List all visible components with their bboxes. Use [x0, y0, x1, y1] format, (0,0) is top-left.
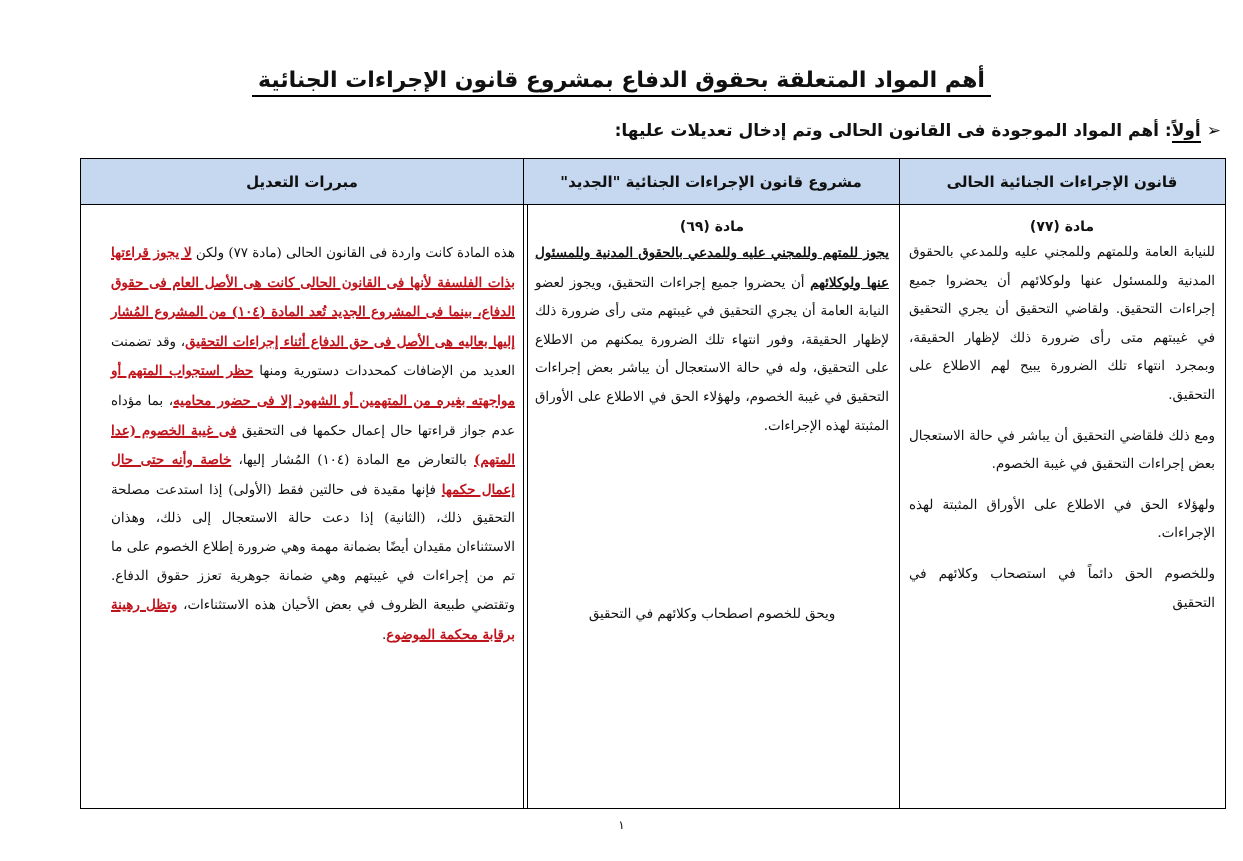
justifications-cell: [111, 239, 515, 650]
arrow-bullet-icon: ➢: [1206, 121, 1221, 141]
column-divider-inner: [527, 205, 528, 808]
highlighted-text: لا يجوز قراءتها بذات الفلسفة لأنها فى القانون الحالى كانت هى الأصل العام فى حقوق الدفاع، بينما فى المشروع الجديد تُعد المادة (١٠٤) من المشروع المُشار إليها بعاليه هى الأصل فى حق الدفاع أثناء إجراءات التحقيق: [111, 245, 515, 350]
article-number: مادة (٧٧): [1029, 219, 1095, 235]
highlighted-text: وتظل رهينة برقابة محكمة الموضوع: [111, 597, 515, 643]
header-justifications: مبررات التعديل: [81, 159, 523, 205]
column-divider: [899, 159, 900, 808]
page-number: ١: [618, 818, 625, 832]
current-law-paragraph-3: ولهؤلاء الحق في الاطلاع على الأوراق المثبتة لهذه الإجراءات.: [909, 497, 1215, 542]
highlighted-text: فى غيبة الخصوم (عدا المتهم): [111, 422, 515, 469]
column-divider: [523, 159, 524, 808]
highlighted-text: حظر استجواب المتهم أو مواجهته بغيره من المتهمين أو الشهود إلا فى حضور محاميه: [111, 363, 515, 409]
new-project-cell: [535, 215, 889, 630]
highlighted-text: خاصة وأنه حتى حال إعمال حكمها: [111, 452, 515, 498]
header-current-law: قانون الإجراءات الجنائية الحالى: [899, 159, 1225, 205]
new-project-paragraph-2: ويحق للخصوم اصطحاب وكلائهم في التحقيق: [588, 607, 836, 623]
comparison-table: [80, 158, 1226, 809]
current-law-paragraph-4: وللخصوم الحق دائماً في استصحاب وكلائهم في التحقيق: [909, 566, 1215, 611]
page-title: أهم المواد المتعلقة بحقوق الدفاع بمشروع قانون الإجراءات الجنائية: [0, 66, 1243, 96]
new-project-paragraph-1: يجوز للمتهم وللمجني عليه وللمدعي بالحقوق المدنية وللمسئول عنها ولوكلائهم أن يحضروا جميع إجراءات التحقيق، ويجوز لعضو النيابة العامة أن يجري التحقيق في غيبتهم متى رأى ضرورة ذلك لإظهار الحقيقة، وفور انتهاء تلك الضرورة يمكنهم من الاطلاع على التحقيق، وله في حالة الاستعجال أن يباشر بعض إجراءات التحقيق في غيبة الخصوم، ولهؤلاء الحق في الاطلاع على الأوراق المثبتة لهذه الإجراءات.: [535, 245, 889, 434]
current-law-cell: [909, 215, 1215, 618]
header-new-project: مشروع قانون الإجراءات الجنائية "الجديد": [523, 159, 899, 205]
subtitle-text: : أهم المواد الموجودة فى القانون الحالى وتم إدخال تعديلات عليها:: [614, 121, 1172, 141]
justification-paragraph: هذه المادة كانت واردة فى القانون الحالى (مادة ٧٧) ولكن لا يجوز قراءتها بذات الفلسفة لأنها فى القانون الحالى كانت هى الأصل العام فى حقوق الدفاع، بينما فى المشروع الجديد تُعد المادة (١٠٤) من المشروع المُشار إليها بعاليه هى الأصل فى حق الدفاع أثناء إجراءات التحقيق، وقد تضمنت العديد من الإضافات كمحددات دستورية ومنها حظر استجواب المتهم أو مواجهته بغيره من المتهمين أو الشهود إلا فى حضور محاميه، بما مؤداه عدم جواز قراءتها حال إعمال حكمها فى التحقيق فى غيبة الخصوم (عدا المتهم) بالتعارض مع المادة (١٠٤) المُشار إليها، خاصة وأنه حتى حال إعمال حكمها فإنها مقيدة فى حالتين فقط (الأولى) إذا استدعت مصلحة التحقيق ذلك، (الثانية) إذا دعت حالة الاستعجال إلى ذلك، وهذان الاستثناءان مقيدان أيضًا بضمانة مهمة وهي ضرورة إطلاع الخصوم على ما تم من إجراءات في غيبتهم وهي ضمانة جوهرية تعزز حقوق الدفاع. وتقتضي طبيعة الظروف في بعض الأحيان هذه الاستثناءات، وتظل رهينة برقابة محكمة الموضوع.: [111, 245, 516, 643]
current-law-paragraph-2: ومع ذلك فلقاضي التحقيق أن يباشر في حالة الاستعجال بعض إجراءات التحقيق في غيبة الخصوم.: [909, 428, 1215, 473]
section-subtitle: [615, 118, 1221, 144]
new-project-bold-text: يجوز للمتهم وللمجني عليه وللمدعي بالحقوق المدنية وللمسئول عنها ولوكلائهم: [535, 245, 889, 291]
article-number: مادة (٦٩): [679, 219, 745, 235]
subtitle-label: أولاً: [1171, 121, 1201, 141]
current-law-paragraph-1: للنيابة العامة وللمتهم وللمجني عليه وللمدعي بالحقوق المدنية وللمسئول عنها ولوكلائهم أن يحضروا جميع إجراءات التحقيق. ولقاضي التحقيق أن يجري التحقيق في غيبتهم متى رأى ضرورة ذلك لإظهار الحقيقة، وبمجرد انتهاء تلك الضرورة يبيح لهم الاطلاع على التحقيق.: [909, 245, 1215, 403]
